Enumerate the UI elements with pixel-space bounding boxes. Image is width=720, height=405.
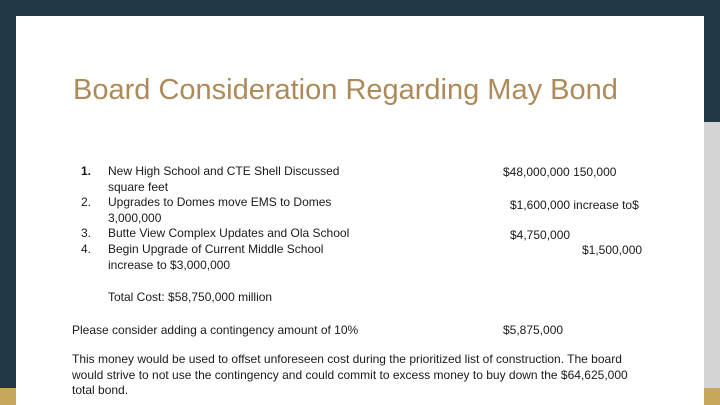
amount-butte-view: $4,750,000 (510, 228, 571, 242)
list-number: 2. (81, 195, 92, 210)
amount-middle-school: $1,500,000 (582, 243, 643, 257)
contingency-text: Please consider adding a contingency amount of 10% (72, 323, 359, 337)
amount-new-high-school: $48,000,000 150,000 (503, 165, 617, 179)
list-text: Upgrades to Domes move EMS to Domes 3,000,000 (108, 195, 332, 225)
list-number: 3. (81, 226, 92, 241)
list-number: 1. (81, 164, 92, 178)
total-cost: Total Cost: $58,750,000 million (108, 290, 273, 304)
contingency-amount: $5,875,000 (503, 323, 564, 337)
list-item (75, 164, 355, 195)
list-text: Begin Upgrade of Current Middle School increase to $3,000,000 (108, 241, 324, 272)
amount-domes-upgrade: $1,600,000 increase to$ (510, 198, 639, 212)
list-text: New High School and CTE Shell Discussed square feet (108, 164, 340, 194)
list-item (75, 242, 355, 273)
list-item (75, 226, 355, 242)
slide-title: Board Consideration Regarding May Bond (73, 74, 618, 106)
list-text: Butte View Complex Updates and Ola School (108, 226, 350, 241)
explanation-paragraph: This money would be used to offset unforeseen cost during the prioritized list of construction. The board would strive to not use the contingency and could commit to excess money to buy down the $64,625,000 total bond. (72, 352, 628, 398)
slide-card (16, 16, 704, 405)
list-item (75, 195, 355, 226)
project-list (75, 164, 355, 273)
list-number: 4. (81, 241, 92, 256)
